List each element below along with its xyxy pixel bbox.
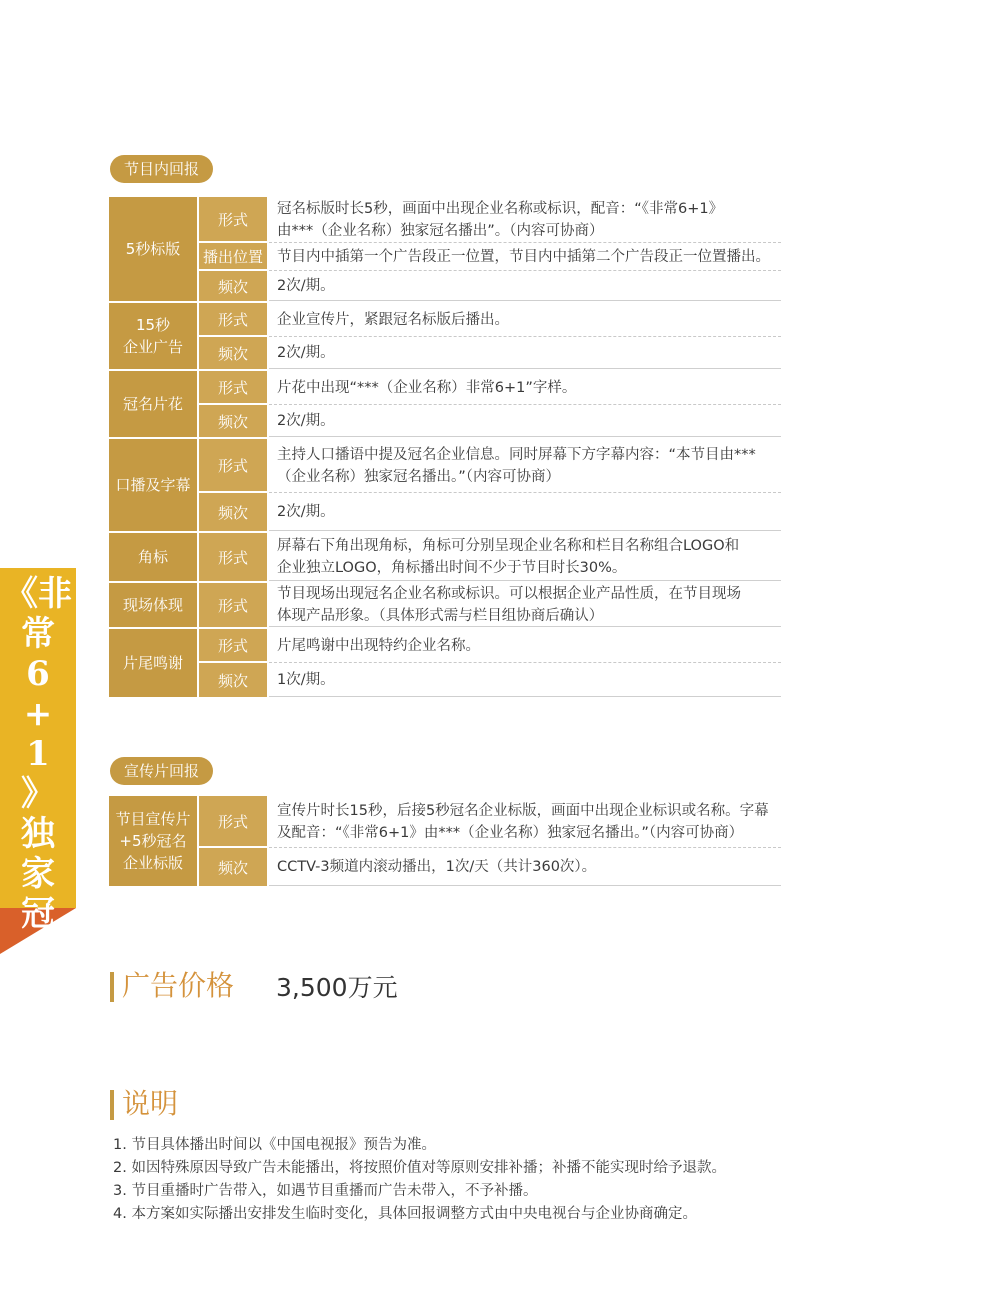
row-label: 形式 (199, 303, 267, 335)
value-line: 屏幕右下角出现角标，角标可分别呈现企业名称和栏目名称组合LOGO和 (277, 537, 740, 554)
row-value: 1次/期。 (269, 663, 781, 697)
value-line: 企业独立LOGO，角标播出时间不少于节目时长30%。 (277, 559, 627, 576)
value-line: 主持人口播语中提及冠名企业信息。同时屏幕下方字幕内容：“本节目由*** (277, 446, 756, 463)
row-category (109, 303, 197, 369)
table-row (109, 629, 781, 697)
category-line: 企业广告 (122, 338, 183, 356)
category-line: +5秒冠名 (119, 832, 187, 850)
row-label: 形式 (199, 371, 267, 403)
table-row (109, 583, 781, 627)
row-value: 2次/期。 (269, 271, 781, 301)
row-label: 频次 (199, 405, 267, 437)
row-label: 播出位置 (199, 243, 267, 269)
row-value: 节目内中插第一个广告段正一位置，节目内中插第二个广告段正一位置播出。 (269, 243, 781, 271)
row-value: 片尾鸣谢中出现特约企业名称。 (269, 629, 781, 663)
row-value (269, 796, 781, 848)
row-category (109, 796, 197, 886)
row-label: 形式 (199, 197, 267, 241)
row-value (269, 533, 781, 581)
row-value: CCTV-3频道内滚动播出，1次/天（共计360次）。 (269, 848, 781, 886)
notes-list (113, 1134, 726, 1226)
side-banner-text (0, 574, 76, 974)
notes-title: 说明 (122, 1087, 179, 1120)
row-label: 形式 (199, 533, 267, 581)
row-value: 2次/期。 (269, 405, 781, 437)
category-line: 企业标版 (122, 854, 183, 872)
category-line: 节目宣传片 (115, 810, 191, 828)
notes-title-bar (110, 1090, 114, 1120)
value-line: 节目现场出现冠名企业名称或标识。可以根据企业产品性质，在节目现场 (277, 585, 741, 602)
row-value (269, 197, 781, 243)
value-line: 体现产品形象。（具体形式需与栏目组协商后确认） (277, 607, 604, 624)
table-row (109, 439, 781, 531)
row-category: 5秒标版 (109, 197, 197, 301)
row-value: 片花中出现“***（企业名称）非常6+1”字样。 (269, 371, 781, 405)
section-pill-in-program: 节目内回报 (110, 155, 213, 183)
row-category: 冠名片花 (109, 371, 197, 437)
row-label: 形式 (199, 439, 267, 491)
value-line: 冠名标版时长5秒，画面中出现企业名称或标识，配音：“《非常6+1》 (277, 200, 724, 217)
side-banner-line: 《非 (4, 574, 72, 614)
table-row (109, 371, 781, 437)
section-pill-promo: 宣传片回报 (110, 757, 213, 785)
side-banner-line: 6 (26, 654, 50, 694)
row-category: 片尾鸣谢 (109, 629, 197, 697)
value-line: 宣传片时长15秒，后接5秒冠名企业标版，画面中出现企业标识或名称。字幕 (277, 802, 769, 819)
in-program-table (109, 197, 781, 697)
list-item: 2. 如因特殊原因导致广告未能播出，将按照价值对等原则安排补播；补播不能实现时给予退款。 (113, 1160, 726, 1176)
price-title-bar (110, 972, 114, 1002)
row-category: 口播及字幕 (109, 439, 197, 531)
row-category: 角标 (109, 533, 197, 581)
value-line: 由***（企业名称）独家冠名播出”。（内容可协商） (277, 222, 604, 239)
value-line: 及配音：“《非常6+1》由***（企业名称）独家冠名播出。”（内容可协商） (277, 824, 744, 841)
table-row (109, 796, 781, 886)
side-banner-line: 常 (21, 614, 55, 654)
price-value: 3,500万元 (276, 973, 398, 1002)
row-label: 频次 (199, 271, 267, 301)
list-item: 3. 节目重播时广告带入，如遇节目重播而广告未带入，不予补播。 (113, 1183, 538, 1199)
list-item: 1. 节目具体播出时间以《中国电视报》预告为准。 (113, 1137, 436, 1153)
row-category: 现场体现 (109, 583, 197, 627)
side-banner-line: + (23, 694, 53, 734)
row-value: 2次/期。 (269, 337, 781, 369)
table-row (109, 533, 781, 581)
row-value: 2次/期。 (269, 493, 781, 531)
row-label: 频次 (199, 663, 267, 697)
side-banner-line: 家 (21, 854, 55, 894)
promo-table (109, 796, 781, 886)
side-banner-line: 1 (26, 734, 50, 774)
row-label: 频次 (199, 848, 267, 886)
side-banner-line: 独 (21, 814, 55, 854)
side-banner-line: 》 (21, 774, 55, 814)
price-title: 广告价格 (122, 969, 235, 1002)
table-row (109, 197, 781, 301)
row-label: 频次 (199, 337, 267, 369)
table-row (109, 303, 781, 369)
row-label: 形式 (199, 583, 267, 627)
side-banner-line: 冠 (21, 894, 55, 934)
value-line: （企业名称）独家冠名播出。”（内容可协商） (277, 468, 561, 485)
row-label: 形式 (199, 629, 267, 661)
row-value (269, 439, 781, 493)
side-banner-line: 名 (21, 934, 55, 974)
row-label: 频次 (199, 493, 267, 531)
category-line: 15秒 (135, 316, 171, 334)
row-value: 企业宣传片，紧跟冠名标版后播出。 (269, 303, 781, 337)
row-label: 形式 (199, 796, 267, 846)
row-value (269, 583, 781, 627)
list-item: 4. 本方案如实际播出安排发生临时变化，具体回报调整方式由中央电视台与企业协商确定。 (113, 1206, 697, 1222)
